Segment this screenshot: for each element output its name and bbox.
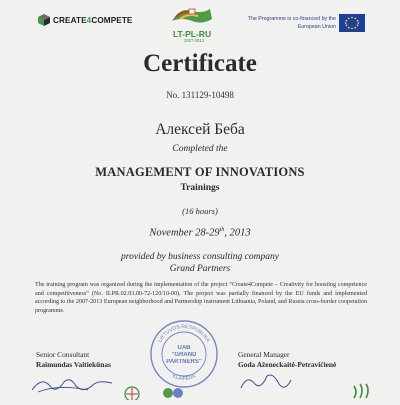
stamp-center-line1: UAB [177, 345, 191, 351]
cube-icon [38, 14, 50, 26]
stamp-center-line2: "GRAND [171, 352, 197, 358]
course-title: MANAGEMENT OF INNOVATIONS [95, 165, 305, 179]
left-signatory-role: Senior Consultant [36, 350, 90, 359]
bottom-partner-logos [0, 380, 400, 400]
course-hours: (16 hours) [182, 206, 218, 216]
partner-logo-mid-icon [163, 388, 183, 398]
partner-logo-right-icon [354, 384, 368, 398]
course-type: Trainings [180, 183, 220, 193]
stamp-ring-bottom: KLAIPĖDA [171, 373, 197, 383]
recipient-name: Алексей Беба [155, 121, 245, 138]
programme-years: 2007-2013 [184, 38, 205, 43]
create4compete-brand-text: CREATE4COMPETE [53, 15, 133, 25]
stamp-center-line3: PARTNERS" [166, 359, 202, 365]
project-description: The training program was organized during the implementation of the project “Create4Compete – Creativity for boosting competence and competitiveness” (No. ILPR.02.03.00-72-120/10-00). The project was partially financed by the EU funds and implemented according to the 2007-2013 European neighborhood and Partnership instrument Lithuania, Poland, and Russia cross-border cooperation programme. [35, 282, 367, 314]
stamp-ring-top: LIETUVOS RESPUBLIKA [157, 323, 211, 344]
eu-cofinance-note: The Programme is co-financed by the European Union [247, 16, 336, 30]
provider-text: provided by business consulting company Grand Partners [121, 252, 279, 274]
certificate-number: No. 131129-10498 [166, 90, 234, 100]
completed-text: Completed the [172, 144, 228, 154]
course-dates: November 28-29th, 2013 [149, 227, 251, 239]
partner-logo-left-icon [125, 387, 139, 400]
create4compete-logo [38, 14, 133, 26]
right-signatory-role: General Manager [238, 350, 290, 359]
certificate-title: Certificate [143, 50, 257, 77]
eu-flag-icon [339, 14, 365, 32]
programme-title: LT-PL-RU [173, 29, 212, 39]
left-signatory-name: Raimundas Vaitiekūnas [36, 360, 111, 369]
right-signatory-name: Goda Aženeckaitė-Petravičienė [238, 360, 337, 369]
